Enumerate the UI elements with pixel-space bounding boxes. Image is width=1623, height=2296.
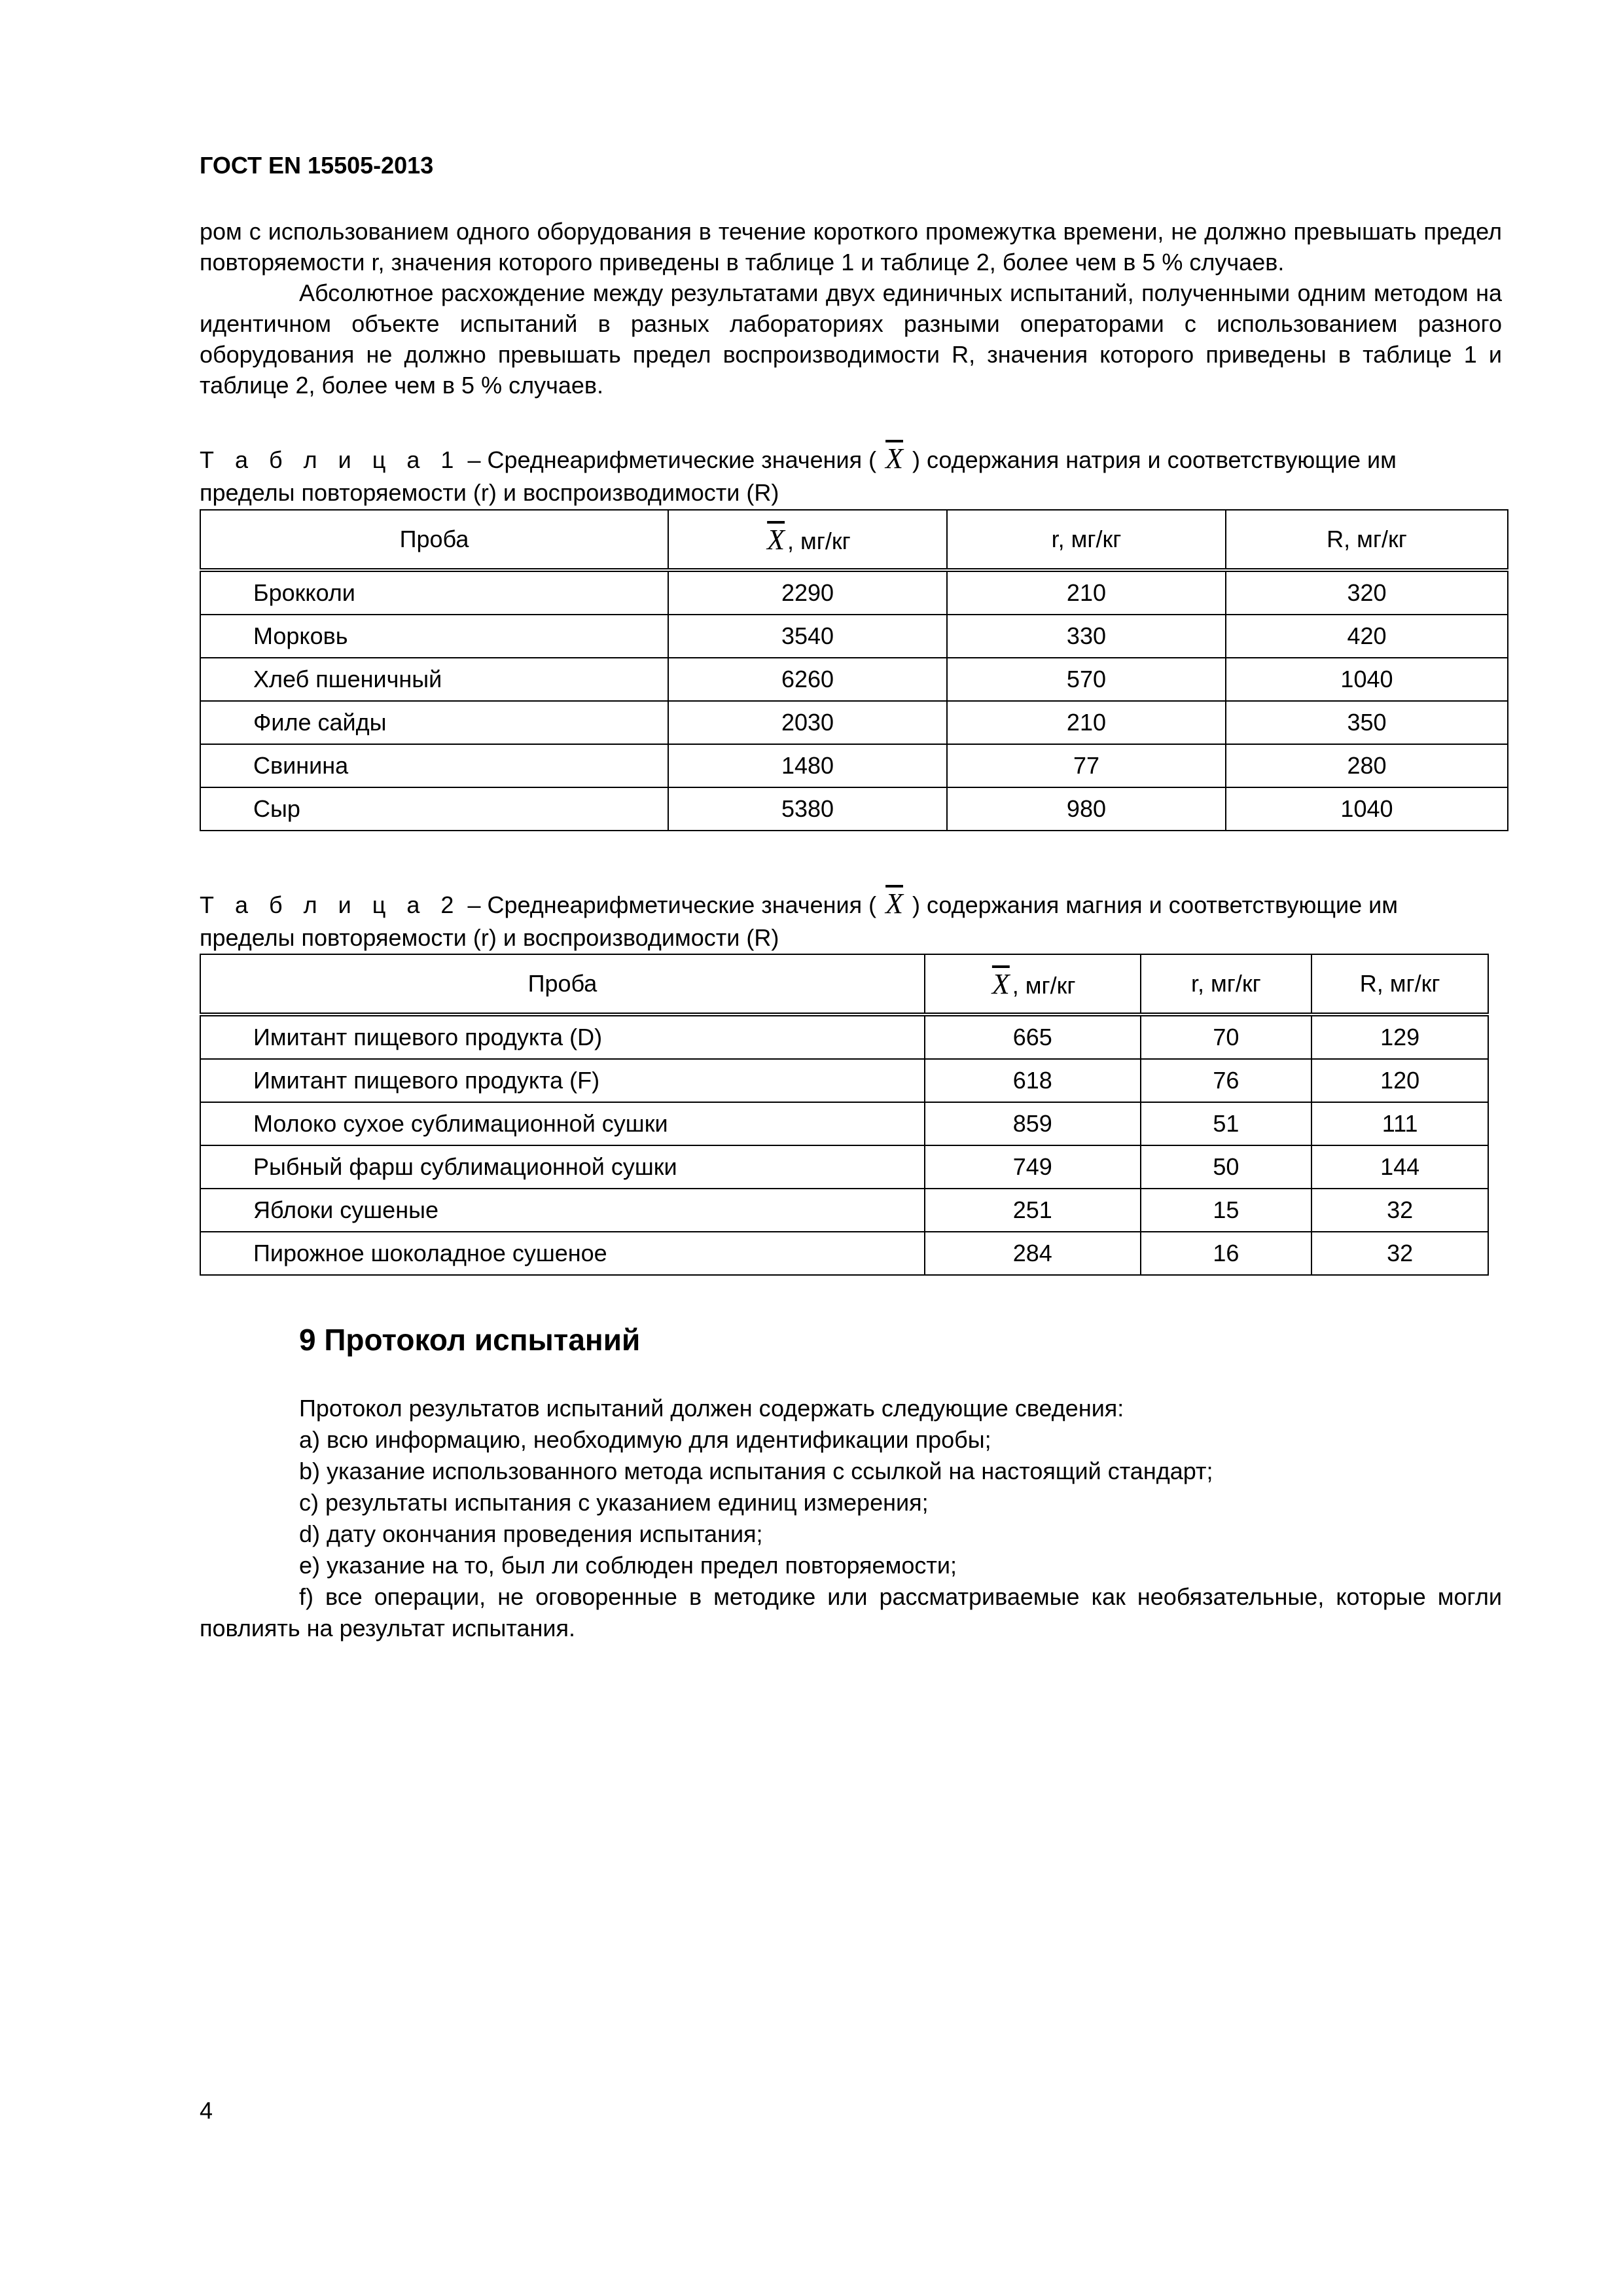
list-item: Протокол результатов испытаний должен содержать следующие сведения: xyxy=(299,1395,1124,1422)
mean-value: 3540 xyxy=(668,615,947,658)
mean-value: 618 xyxy=(925,1059,1141,1102)
table-row xyxy=(200,701,1508,744)
table-row xyxy=(200,615,1508,658)
r-value: 570 xyxy=(947,658,1226,701)
intro-paragraph-1: ром с использованием одного оборудования в течение короткого промежутка времени, не должно превышать предел повторяемости r, значения которого приведены в таблице 1 и таблице 2, более чем в 5 % случаев. xyxy=(200,218,1502,276)
table-row xyxy=(200,658,1508,701)
r-value: 210 xyxy=(947,701,1226,744)
R-value: 1040 xyxy=(1226,658,1508,701)
table-row xyxy=(200,570,1508,615)
sample-name: Морковь xyxy=(200,615,668,658)
R-value: 144 xyxy=(1311,1145,1488,1189)
r-value: 77 xyxy=(947,744,1226,787)
sample-name: Рыбный фарш сублимационной сушки xyxy=(200,1145,925,1189)
table2-header-mean xyxy=(925,954,1141,1014)
r-value: 210 xyxy=(947,570,1226,615)
table2-header-row xyxy=(200,954,1488,1014)
mean-unit: , мг/кг xyxy=(787,527,851,554)
table1-header-sample: Проба xyxy=(200,510,668,570)
list-item: e) указание на то, был ли соблюден предел повторяемости; xyxy=(299,1552,957,1579)
mean-unit: , мг/кг xyxy=(1012,971,1076,999)
sample-name: Имитант пищевого продукта (F) xyxy=(200,1059,925,1102)
sample-name: Яблоки сушеные xyxy=(200,1189,925,1232)
list-item: а) всю информацию, необходимую для идентификации пробы; xyxy=(299,1426,991,1453)
table1-caption xyxy=(200,442,1502,509)
intro-text xyxy=(200,216,1502,401)
xbar-symbol: $\overline{X}$ xyxy=(767,523,785,556)
R-value: 320 xyxy=(1226,570,1508,615)
r-value: 16 xyxy=(1141,1232,1312,1275)
table1-header-mean xyxy=(668,510,947,570)
table-row xyxy=(200,1145,1488,1189)
mean-value: 251 xyxy=(925,1189,1141,1232)
document-header: ГОСТ EN 15505-2013 xyxy=(200,152,434,179)
page-number: 4 xyxy=(200,2097,213,2124)
table-row xyxy=(200,1014,1488,1059)
R-value: 32 xyxy=(1311,1189,1488,1232)
r-value: 15 xyxy=(1141,1189,1312,1232)
r-value: 980 xyxy=(947,787,1226,831)
list-item: f) все операции, не оговоренные в методике или рассматриваемые как необязательные, которые могли повлиять на результат испытания. xyxy=(200,1583,1502,1641)
R-value: 32 xyxy=(1311,1232,1488,1275)
r-value: 70 xyxy=(1141,1014,1312,1059)
list-item: c) результаты испытания с указанием единиц измерения; xyxy=(299,1489,929,1516)
table2-caption xyxy=(200,888,1502,954)
R-value: 120 xyxy=(1311,1059,1488,1102)
table2-caption-text: – Среднеарифметические значения ( xyxy=(467,891,877,918)
table2-header-sample: Проба xyxy=(200,954,925,1014)
R-value: 111 xyxy=(1311,1102,1488,1145)
table1-header-r: r, мг/кг xyxy=(947,510,1226,570)
R-value: 1040 xyxy=(1226,787,1508,831)
sample-name: Пирожное шоколадное сушеное xyxy=(200,1232,925,1275)
sample-name: Молоко сухое сублимационной сушки xyxy=(200,1102,925,1145)
xbar-symbol: $\overline{X}$ xyxy=(991,967,1010,1000)
mean-value: 6260 xyxy=(668,658,947,701)
mean-value: 284 xyxy=(925,1232,1141,1275)
list-item: b) указание использованного метода испытания с ссылкой на настоящий стандарт; xyxy=(299,1458,1213,1484)
r-value: 51 xyxy=(1141,1102,1312,1145)
sample-name: Имитант пищевого продукта (D) xyxy=(200,1014,925,1059)
xbar-symbol: $\overline{X}$ xyxy=(885,442,903,475)
R-value: 129 xyxy=(1311,1014,1488,1059)
mean-value: 2030 xyxy=(668,701,947,744)
table1-caption-line2: пределы повторяемости (r) и воспроизводимости (R) xyxy=(200,479,779,506)
sample-name: Хлеб пшеничный xyxy=(200,658,668,701)
R-value: 280 xyxy=(1226,744,1508,787)
table1 xyxy=(200,509,1508,831)
r-value: 330 xyxy=(947,615,1226,658)
section-title: 9 Протокол испытаний xyxy=(299,1323,641,1357)
table2-caption-line2: пределы повторяемости (r) и воспроизводимости (R) xyxy=(200,924,779,951)
mean-value: 859 xyxy=(925,1102,1141,1145)
table-row xyxy=(200,787,1508,831)
table2-header-R: R, мг/кг xyxy=(1311,954,1488,1014)
sample-name: Филе сайды xyxy=(200,701,668,744)
table-row xyxy=(200,1102,1488,1145)
r-value: 76 xyxy=(1141,1059,1312,1102)
R-value: 350 xyxy=(1226,701,1508,744)
table2 xyxy=(200,954,1489,1276)
mean-value: 2290 xyxy=(668,570,947,615)
mean-value: 749 xyxy=(925,1145,1141,1189)
mean-value: 5380 xyxy=(668,787,947,831)
sample-name: Свинина xyxy=(200,744,668,787)
list-item: d) дату окончания проведения испытания; xyxy=(299,1520,763,1547)
table1-caption-text: – Среднеарифметические значения ( xyxy=(467,446,877,473)
table1-caption-label: Т а б л и ц а 1 xyxy=(200,446,461,473)
intro-paragraph-2: Абсолютное расхождение между результатами двух единичных испытаний, полученными одним методом на идентичном объекте испытаний в разных лабораториях разными операторами с использованием разного оборудования не должно превышать предел воспроизводимости R, значения которого приведены в таблице 1 и таблице 2, более чем в 5 % случаев. xyxy=(200,279,1502,399)
R-value: 420 xyxy=(1226,615,1508,658)
table-row xyxy=(200,1189,1488,1232)
table-row xyxy=(200,1232,1488,1275)
table1-header-row xyxy=(200,510,1508,570)
mean-value: 1480 xyxy=(668,744,947,787)
r-value: 50 xyxy=(1141,1145,1312,1189)
mean-value: 665 xyxy=(925,1014,1141,1059)
table1-header-R: R, мг/кг xyxy=(1226,510,1508,570)
table2-header-r: r, мг/кг xyxy=(1141,954,1312,1014)
table-row xyxy=(200,1059,1488,1102)
table-row xyxy=(200,744,1508,787)
table2-caption-text2: ) содержания магния и соответствующие им xyxy=(912,891,1398,918)
table1-caption-text2: ) содержания натрия и соответствующие им xyxy=(912,446,1397,473)
sample-name: Брокколи xyxy=(200,570,668,615)
sample-name: Сыр xyxy=(200,787,668,831)
xbar-symbol: $\overline{X}$ xyxy=(885,888,903,920)
protocol-list xyxy=(200,1393,1502,1644)
table2-caption-label: Т а б л и ц а 2 xyxy=(200,891,461,918)
